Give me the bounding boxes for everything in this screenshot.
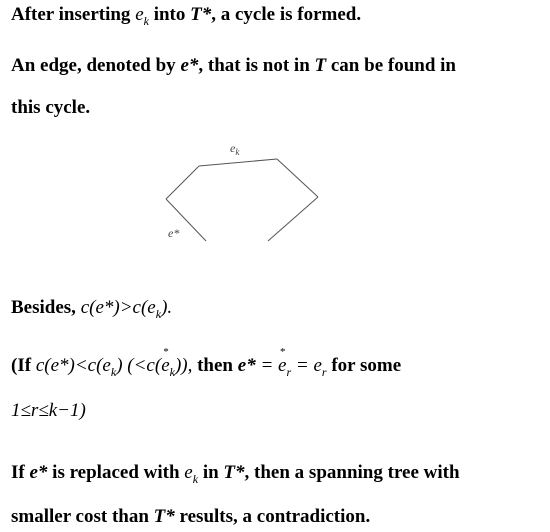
text-then: then bbox=[197, 355, 234, 376]
symbol-estar: e* bbox=[180, 55, 199, 76]
symbol-ek-starred bbox=[161, 346, 175, 379]
expr-cost-end: ). bbox=[161, 297, 173, 318]
symbol-ek-sub: k bbox=[143, 13, 149, 28]
line-replaced bbox=[11, 461, 460, 485]
text-into: into bbox=[153, 4, 186, 25]
expr-cost-less bbox=[35, 355, 123, 379]
line-besides bbox=[11, 296, 172, 320]
text-an-edge: An edge, denoted by bbox=[11, 55, 176, 76]
symbol-estar-2: e* bbox=[237, 355, 256, 376]
symbol-ek-2-sub: k bbox=[192, 471, 199, 486]
symbol-er-starred-sub: r bbox=[286, 364, 292, 379]
edge-left-upper bbox=[166, 166, 199, 199]
symbol-t: T bbox=[314, 55, 327, 76]
text-is-replaced: is replaced with bbox=[52, 462, 180, 483]
text-cycle-formed: , a cycle is formed. bbox=[211, 4, 362, 25]
text-after-inserting: After inserting bbox=[11, 4, 131, 25]
text-can-be-found: can be found in bbox=[330, 55, 456, 76]
text-not-in: , that is not in bbox=[198, 55, 310, 76]
text-if-2: If bbox=[11, 462, 25, 483]
symbol-ek-starred-sub: k bbox=[169, 364, 175, 379]
symbol-er-starred bbox=[278, 346, 292, 379]
expr-cost-star-open: (<c( bbox=[127, 355, 162, 376]
symbol-ek-base: e bbox=[135, 4, 144, 25]
star-accent-2: * bbox=[280, 346, 286, 358]
text-for-some: for some bbox=[331, 355, 402, 376]
text-smaller-cost: smaller cost than bbox=[11, 506, 149, 527]
expr-range: 1≤r≤k−1) bbox=[11, 400, 86, 421]
text-results: results, a contradiction. bbox=[179, 506, 371, 527]
line-range bbox=[11, 399, 86, 423]
text-if: (If bbox=[11, 355, 32, 376]
text-besides: Besides, bbox=[11, 297, 76, 318]
symbol-eq-1: = bbox=[260, 355, 274, 376]
symbol-tstar-3: T* bbox=[153, 506, 175, 527]
symbol-ek-starred-base: e bbox=[161, 355, 170, 376]
expr-cost-less-sub: k bbox=[110, 364, 117, 379]
expr-cost-less-end: ) bbox=[116, 355, 123, 376]
expr-cost-star bbox=[127, 346, 193, 379]
text-spanning-tree: , then a spanning tree with bbox=[244, 462, 460, 483]
star-accent: * bbox=[163, 346, 169, 358]
symbol-er-base: e bbox=[313, 355, 322, 376]
line-contradiction bbox=[11, 505, 370, 529]
edge-right-lower bbox=[268, 197, 318, 241]
expr-cost-main: c(e*)>c(e bbox=[80, 297, 156, 318]
label-estar: e* bbox=[168, 226, 180, 240]
expr-cost-star-close: )), bbox=[174, 355, 193, 376]
symbol-eq-2: = bbox=[295, 355, 309, 376]
edge-right-upper bbox=[277, 159, 318, 197]
edge-top bbox=[199, 159, 277, 166]
symbol-tstar: T* bbox=[190, 4, 212, 25]
expr-cost-compare bbox=[80, 297, 173, 321]
expr-cost-sub: k bbox=[155, 306, 162, 321]
symbol-tstar-2: T* bbox=[223, 462, 245, 483]
symbol-er-sub: r bbox=[321, 364, 327, 379]
symbol-ek-2-base: e bbox=[184, 462, 193, 483]
line-if-cost bbox=[11, 346, 402, 379]
symbol-estar-3: e* bbox=[29, 462, 48, 483]
symbol-er-starred-base: e bbox=[278, 355, 287, 376]
cycle-edges bbox=[166, 159, 318, 241]
symbol-ek-2 bbox=[184, 462, 199, 486]
symbol-er bbox=[313, 355, 327, 379]
label-ek: $e_k$ bbox=[230, 141, 240, 157]
expr-cost-less-main: c(e*)<c(e bbox=[35, 355, 111, 376]
text-in: in bbox=[202, 462, 219, 483]
text-this-cycle: this cycle. bbox=[11, 97, 91, 118]
